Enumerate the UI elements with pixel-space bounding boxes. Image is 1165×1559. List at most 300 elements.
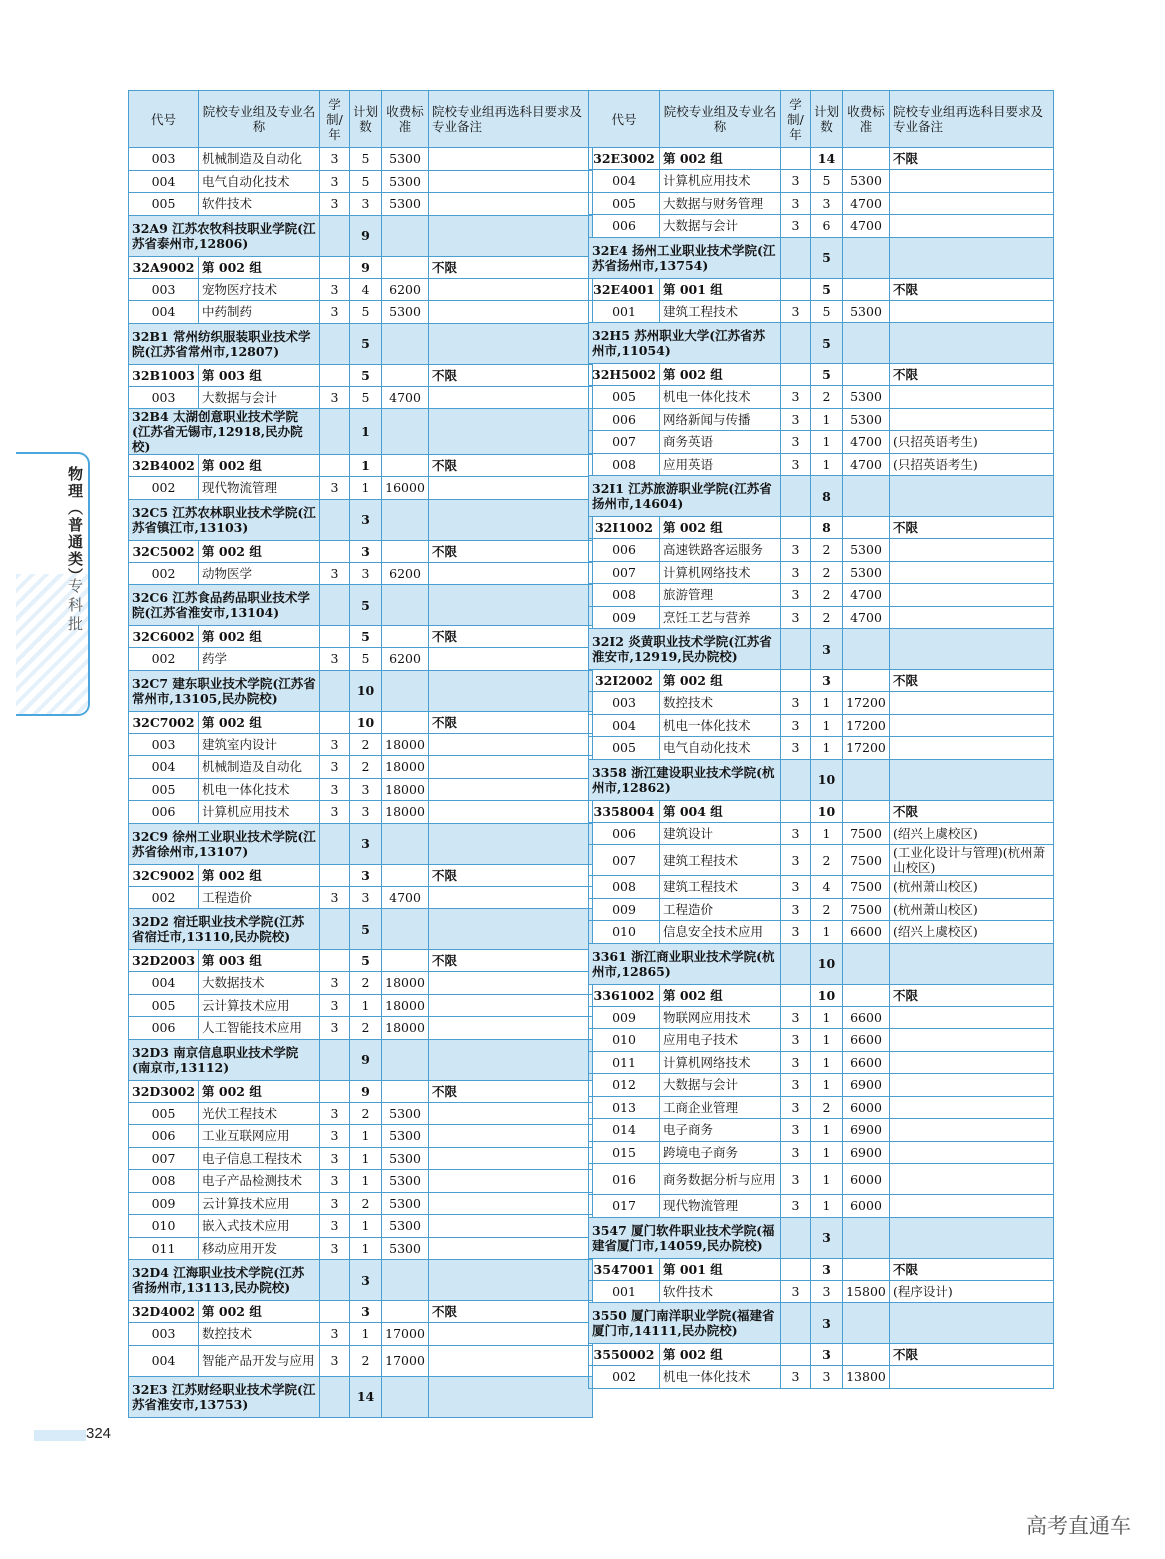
fee-cell <box>382 1260 429 1301</box>
years-cell <box>320 1080 350 1102</box>
major-code: 008 <box>129 1170 199 1193</box>
group-row <box>589 984 1054 1006</box>
fee-cell: 17200 <box>843 692 890 715</box>
plan-count: 2 <box>811 1096 843 1119</box>
major-name: 大数据与财务管理 <box>660 192 781 215</box>
plan-count: 3 <box>811 1258 843 1280</box>
major-row <box>589 1366 1054 1389</box>
plan-count: 14 <box>811 148 843 170</box>
years-cell: 3 <box>320 778 350 801</box>
plan-count: 2 <box>811 584 843 607</box>
fee-cell <box>843 759 890 800</box>
years-cell: 3 <box>320 1215 350 1238</box>
years-cell: 3 <box>781 1164 811 1195</box>
major-name: 智能产品开发与应用 <box>199 1345 320 1376</box>
fee-cell: 5300 <box>382 1192 429 1215</box>
school-row <box>589 759 1054 800</box>
major-name: 电子产品检测技术 <box>199 1170 320 1193</box>
plan-count: 1 <box>811 453 843 476</box>
group-code: 32B1003 <box>129 364 199 386</box>
major-row <box>129 1215 593 1238</box>
plan-count: 5 <box>811 364 843 386</box>
fee-cell: 6600 <box>843 1029 890 1052</box>
plan-count: 3 <box>350 823 382 864</box>
header-row <box>589 91 1054 148</box>
major-row <box>129 994 593 1017</box>
years-cell: 3 <box>781 215 811 238</box>
plan-count: 14 <box>350 1376 382 1417</box>
school-row <box>589 323 1054 364</box>
school-name: 32E3 江苏财经职业技术学院(江苏省淮安市,13753) <box>129 1376 320 1417</box>
major-code: 014 <box>589 1119 660 1142</box>
plan-count: 9 <box>350 215 382 256</box>
years-cell: 3 <box>781 453 811 476</box>
fee-cell: 5300 <box>382 1170 429 1193</box>
major-note <box>429 1323 593 1346</box>
years-cell <box>320 585 350 626</box>
years-cell <box>320 256 350 278</box>
group-name: 第 001 组 <box>660 278 781 300</box>
major-code: 004 <box>129 301 199 324</box>
page-number: 324 <box>86 1425 112 1442</box>
major-note <box>429 1170 593 1193</box>
subject-requirement: 不限 <box>429 455 593 477</box>
plan-count: 5 <box>350 626 382 648</box>
subject-requirement: 不限 <box>890 1258 1054 1280</box>
subject-requirement: 不限 <box>429 364 593 386</box>
major-name: 工程造价 <box>660 898 781 921</box>
fee-cell: 6900 <box>843 1119 890 1142</box>
plan-count: 1 <box>350 1323 382 1346</box>
note-cell <box>890 476 1054 517</box>
years-cell <box>781 1303 811 1344</box>
plan-count: 10 <box>811 984 843 1006</box>
school-row <box>129 585 593 626</box>
group-row <box>589 517 1054 539</box>
major-code: 009 <box>589 606 660 629</box>
major-code: 004 <box>129 170 199 193</box>
major-name: 旅游管理 <box>660 584 781 607</box>
plan-count: 3 <box>350 886 382 909</box>
fee-cell: 6900 <box>843 1141 890 1164</box>
major-note <box>890 1029 1054 1052</box>
major-code: 005 <box>129 1102 199 1125</box>
years-cell <box>781 1258 811 1280</box>
fee-cell <box>382 823 429 864</box>
group-row <box>129 864 593 886</box>
group-name: 第 002 组 <box>660 1344 781 1366</box>
table-body-right <box>589 91 1054 1389</box>
major-row <box>589 386 1054 409</box>
fee-cell: 6200 <box>382 648 429 671</box>
fee-cell: 4700 <box>843 453 890 476</box>
plan-count: 1 <box>811 1195 843 1218</box>
major-name: 电子信息工程技术 <box>199 1147 320 1170</box>
group-row <box>589 670 1054 692</box>
years-cell: 3 <box>781 1096 811 1119</box>
plan-count: 3 <box>350 801 382 824</box>
major-code: 002 <box>129 477 199 500</box>
years-cell: 3 <box>781 845 811 876</box>
fee-cell <box>843 1258 890 1280</box>
years-cell <box>781 943 811 984</box>
major-name: 机械制造及自动化 <box>199 756 320 779</box>
subject-requirement: 不限 <box>890 670 1054 692</box>
years-cell: 3 <box>781 1141 811 1164</box>
major-row <box>589 737 1054 760</box>
major-note <box>890 1006 1054 1029</box>
major-note <box>429 801 593 824</box>
plan-count: 2 <box>811 539 843 562</box>
major-code: 011 <box>589 1051 660 1074</box>
major-note <box>429 994 593 1017</box>
plan-count: 5 <box>350 909 382 950</box>
major-note <box>890 606 1054 629</box>
fee-cell: 5300 <box>382 1215 429 1238</box>
col-code-header: 代号 <box>129 91 199 148</box>
school-name: 32B4 太湖创意职业技术学院(江苏省无锡市,12918,民办院校) <box>129 409 320 455</box>
school-name: 32D3 南京信息职业技术学院(南京市,13112) <box>129 1039 320 1080</box>
plan-count: 5 <box>350 364 382 386</box>
group-row <box>129 256 593 278</box>
school-name: 3547 厦门软件职业技术学院(福建省厦门市,14059,民办院校) <box>589 1217 781 1258</box>
plan-count: 5 <box>350 301 382 324</box>
plan-count: 5 <box>350 950 382 972</box>
group-row <box>129 455 593 477</box>
major-row <box>589 1280 1054 1303</box>
side-tab <box>16 452 90 716</box>
group-name: 第 002 组 <box>660 148 781 170</box>
note-cell <box>429 1260 593 1301</box>
plan-count: 1 <box>811 692 843 715</box>
plan-count: 2 <box>350 1192 382 1215</box>
group-row <box>589 148 1054 170</box>
major-row <box>589 692 1054 715</box>
plan-count: 3 <box>811 1366 843 1389</box>
plan-count: 2 <box>350 972 382 995</box>
years-cell <box>320 1301 350 1323</box>
group-code: 3358004 <box>589 800 660 822</box>
fee-cell: 7500 <box>843 876 890 899</box>
header-row <box>129 91 593 148</box>
major-note <box>890 714 1054 737</box>
major-row <box>589 1195 1054 1218</box>
col-fee-header: 收费标准 <box>382 91 429 148</box>
major-name: 数控技术 <box>199 1323 320 1346</box>
major-name: 人工智能技术应用 <box>199 1017 320 1040</box>
fee-cell: 15800 <box>843 1280 890 1303</box>
major-code: 012 <box>589 1074 660 1097</box>
years-cell <box>781 759 811 800</box>
plan-count: 1 <box>811 822 843 845</box>
years-cell: 3 <box>320 1102 350 1125</box>
fee-cell: 6600 <box>843 1051 890 1074</box>
plan-count: 10 <box>811 759 843 800</box>
major-name: 现代物流管理 <box>199 477 320 500</box>
plan-count: 1 <box>811 714 843 737</box>
major-note <box>429 170 593 193</box>
plan-count: 3 <box>811 1280 843 1303</box>
fee-cell: 6600 <box>843 921 890 944</box>
years-cell: 3 <box>320 1192 350 1215</box>
fee-cell: 5300 <box>843 539 890 562</box>
subject-requirement: 不限 <box>890 364 1054 386</box>
school-name: 32A9 江苏农牧科技职业学院(江苏省泰州市,12806) <box>129 215 320 256</box>
fee-cell <box>843 517 890 539</box>
years-cell: 3 <box>781 386 811 409</box>
years-cell <box>781 364 811 386</box>
fee-cell: 5300 <box>843 300 890 323</box>
years-cell: 3 <box>320 278 350 301</box>
fee-cell: 18000 <box>382 756 429 779</box>
fee-cell: 4700 <box>843 192 890 215</box>
note-cell <box>890 759 1054 800</box>
major-name: 计算机网络技术 <box>660 1051 781 1074</box>
note-cell <box>429 585 593 626</box>
group-name: 第 002 组 <box>199 864 320 886</box>
major-note <box>890 692 1054 715</box>
subject-requirement: 不限 <box>890 278 1054 300</box>
fee-cell <box>382 409 429 455</box>
note-cell <box>890 629 1054 670</box>
plan-count: 2 <box>350 756 382 779</box>
major-row <box>129 477 593 500</box>
group-name: 第 002 组 <box>199 1301 320 1323</box>
years-cell: 3 <box>320 1237 350 1260</box>
major-name: 商务英语 <box>660 431 781 454</box>
fee-cell <box>843 323 890 364</box>
note-cell <box>429 1039 593 1080</box>
years-cell: 3 <box>320 562 350 585</box>
fee-cell: 18000 <box>382 972 429 995</box>
major-row <box>129 733 593 756</box>
major-code: 001 <box>589 300 660 323</box>
plan-count: 5 <box>811 170 843 193</box>
major-note <box>429 477 593 500</box>
fee-cell: 4700 <box>843 606 890 629</box>
major-name: 工商企业管理 <box>660 1096 781 1119</box>
major-code: 010 <box>129 1215 199 1238</box>
major-code: 002 <box>589 1366 660 1389</box>
major-code: 005 <box>129 193 199 216</box>
group-row <box>129 711 593 733</box>
major-code: 009 <box>129 1192 199 1215</box>
major-code: 007 <box>589 561 660 584</box>
fee-cell: 5300 <box>843 561 890 584</box>
major-name: 物联网应用技术 <box>660 1006 781 1029</box>
major-name: 烹饪工艺与营养 <box>660 606 781 629</box>
major-code: 005 <box>589 737 660 760</box>
major-name: 工业互联网应用 <box>199 1125 320 1148</box>
major-note <box>429 733 593 756</box>
major-row <box>589 898 1054 921</box>
years-cell <box>320 540 350 562</box>
years-cell <box>320 409 350 455</box>
major-note <box>890 539 1054 562</box>
major-row <box>129 170 593 193</box>
major-note <box>429 386 593 409</box>
major-row <box>129 562 593 585</box>
major-name: 嵌入式技术应用 <box>199 1215 320 1238</box>
group-name: 第 002 组 <box>199 540 320 562</box>
subject-requirement: 不限 <box>429 1301 593 1323</box>
fee-cell <box>843 1303 890 1344</box>
major-row <box>129 301 593 324</box>
major-row <box>129 386 593 409</box>
note-cell <box>429 499 593 540</box>
major-code: 003 <box>129 1323 199 1346</box>
plan-count: 10 <box>811 943 843 984</box>
subject-requirement: 不限 <box>890 800 1054 822</box>
years-cell <box>320 950 350 972</box>
note-cell <box>890 237 1054 278</box>
major-note <box>429 301 593 324</box>
major-name: 机电一体化技术 <box>199 778 320 801</box>
major-row <box>589 561 1054 584</box>
school-row <box>589 476 1054 517</box>
major-code: 003 <box>589 692 660 715</box>
fee-cell: 18000 <box>382 994 429 1017</box>
major-code: 010 <box>589 921 660 944</box>
years-cell: 3 <box>320 1125 350 1148</box>
group-row <box>589 1258 1054 1280</box>
fee-cell: 6000 <box>843 1164 890 1195</box>
group-row <box>129 1301 593 1323</box>
major-row <box>589 408 1054 431</box>
fee-cell <box>843 476 890 517</box>
admission-table-left <box>128 90 593 1418</box>
plan-count: 3 <box>811 1303 843 1344</box>
subject-requirement: 不限 <box>429 864 593 886</box>
major-name: 软件技术 <box>199 193 320 216</box>
fee-cell: 4700 <box>843 431 890 454</box>
major-code: 006 <box>129 1017 199 1040</box>
school-name: 32I1 江苏旅游职业学院(江苏省扬州市,14604) <box>589 476 781 517</box>
group-code: 3547001 <box>589 1258 660 1280</box>
plan-count: 1 <box>350 1125 382 1148</box>
plan-count: 6 <box>811 215 843 238</box>
school-name: 32C7 建东职业技术学院(江苏省常州市,13105,民办院校) <box>129 670 320 711</box>
years-cell: 3 <box>781 431 811 454</box>
years-cell: 3 <box>781 714 811 737</box>
plan-count: 5 <box>350 170 382 193</box>
plan-count: 1 <box>811 1029 843 1052</box>
plan-count: 1 <box>350 1170 382 1193</box>
plan-count: 1 <box>350 477 382 500</box>
years-cell: 3 <box>781 584 811 607</box>
subject-requirement: 不限 <box>890 1344 1054 1366</box>
fee-cell <box>843 278 890 300</box>
group-code: 32A9002 <box>129 256 199 278</box>
years-cell <box>781 237 811 278</box>
group-row <box>129 950 593 972</box>
school-name: 32I2 炎黄职业技术学院(江苏省淮安市,12919,民办院校) <box>589 629 781 670</box>
major-code: 004 <box>129 972 199 995</box>
major-row <box>129 1323 593 1346</box>
major-note <box>429 1237 593 1260</box>
major-row <box>129 278 593 301</box>
fee-cell <box>382 323 429 364</box>
group-row <box>129 626 593 648</box>
plan-count: 3 <box>811 192 843 215</box>
years-cell <box>781 629 811 670</box>
major-note: (工业化设计与管理)(杭州萧山校区) <box>890 845 1054 876</box>
years-cell <box>320 455 350 477</box>
plan-count: 1 <box>811 1164 843 1195</box>
group-name: 第 002 组 <box>199 455 320 477</box>
group-code: 32E3002 <box>589 148 660 170</box>
major-row <box>129 193 593 216</box>
major-name: 宠物医疗技术 <box>199 278 320 301</box>
major-row <box>129 778 593 801</box>
major-row <box>129 148 593 171</box>
major-row <box>589 876 1054 899</box>
plan-count: 2 <box>811 606 843 629</box>
plan-count: 3 <box>350 864 382 886</box>
major-row <box>589 1164 1054 1195</box>
major-code: 005 <box>129 994 199 1017</box>
fee-cell: 5300 <box>382 1125 429 1148</box>
school-name: 32E4 扬州工业职业技术学院(江苏省扬州市,13754) <box>589 237 781 278</box>
years-cell: 3 <box>781 1119 811 1142</box>
major-name: 大数据技术 <box>199 972 320 995</box>
major-name: 计算机应用技术 <box>660 170 781 193</box>
major-row <box>589 1051 1054 1074</box>
major-note <box>429 1147 593 1170</box>
plan-count: 1 <box>811 1119 843 1142</box>
major-name: 机电一体化技术 <box>660 714 781 737</box>
years-cell: 3 <box>781 1074 811 1097</box>
years-cell <box>781 278 811 300</box>
major-row <box>129 1147 593 1170</box>
group-code: 32I2002 <box>589 670 660 692</box>
major-name: 建筑工程技术 <box>660 300 781 323</box>
fee-cell: 18000 <box>382 733 429 756</box>
major-row <box>129 648 593 671</box>
years-cell <box>320 909 350 950</box>
major-name: 建筑工程技术 <box>660 876 781 899</box>
major-code: 003 <box>129 148 199 171</box>
major-row <box>129 886 593 909</box>
col-years-header: 学制/年 <box>781 91 811 148</box>
plan-count: 5 <box>350 585 382 626</box>
major-code: 013 <box>589 1096 660 1119</box>
major-note <box>429 1102 593 1125</box>
fee-cell <box>382 864 429 886</box>
major-note <box>890 300 1054 323</box>
major-row <box>589 921 1054 944</box>
col-plan-header: 计划数 <box>350 91 382 148</box>
plan-count: 5 <box>350 648 382 671</box>
major-note <box>429 1192 593 1215</box>
note-cell <box>890 1217 1054 1258</box>
major-code: 016 <box>589 1164 660 1195</box>
major-note <box>429 648 593 671</box>
fee-cell <box>843 800 890 822</box>
school-name: 32C9 徐州工业职业技术学院(江苏省徐州市,13107) <box>129 823 320 864</box>
school-row <box>129 909 593 950</box>
group-code: 32C9002 <box>129 864 199 886</box>
plan-count: 2 <box>811 898 843 921</box>
years-cell <box>781 1217 811 1258</box>
major-name: 动物医学 <box>199 562 320 585</box>
major-name: 大数据与会计 <box>660 215 781 238</box>
years-cell: 3 <box>320 733 350 756</box>
plan-count: 3 <box>811 629 843 670</box>
years-cell <box>320 823 350 864</box>
years-cell: 3 <box>320 886 350 909</box>
fee-cell: 5300 <box>382 1237 429 1260</box>
